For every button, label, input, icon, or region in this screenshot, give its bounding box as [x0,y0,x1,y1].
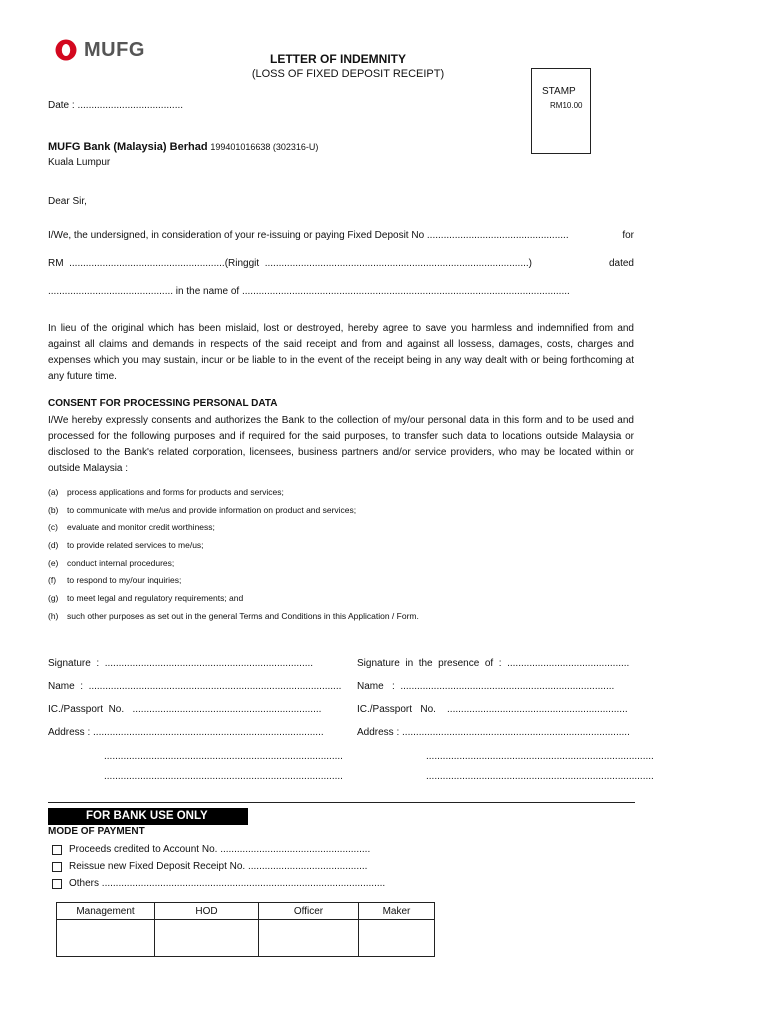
date-name-line[interactable] [48,286,634,297]
greeting: Dear Sir, [48,196,87,207]
fill-line-text: ............................................. in the name of ...................................................................................................................... [48,286,570,297]
consent-heading: CONSENT FOR PROCESSING PERSONAL DATA [48,398,278,409]
payment-option-others[interactable] [52,878,385,889]
witness-address-line-3[interactable]: .................................................................................. [426,771,654,782]
stamp-label: STAMP [542,86,576,97]
list-item [48,519,419,537]
table-header-row [57,903,435,920]
bank-registration: 199401016638 (302316-U) [210,142,319,152]
witness-signature-field[interactable]: Signature in the presence of : ............................................ [357,658,630,669]
list-item-text: conduct internal procedures; [67,557,175,568]
section-divider [48,802,635,803]
list-item [48,555,419,573]
list-marker: (h) [48,610,59,621]
witness-ic-passport-field[interactable]: IC./Passport No. ................................................................. [357,704,628,715]
bank-use-banner: FOR BANK USE ONLY [48,808,248,825]
list-item [48,484,419,502]
addressee-city: Kuala Lumpur [48,157,111,168]
list-item [48,590,419,608]
option-label: Reissue new Fixed Deposit Receipt No. ........................................... [69,861,368,872]
ic-passport-field[interactable]: IC./Passport No. .................................................................... [48,704,322,715]
list-item-text: to meet legal and regulatory requirements; and [67,593,244,604]
signature-cell-officer[interactable] [259,920,359,957]
list-item-text: process applications and forms for products and services; [67,487,284,497]
checkbox[interactable] [52,879,62,889]
stamp-box [531,68,591,154]
option-label: Others ...................................................................................................... [69,878,386,889]
list-marker: (d) [48,540,59,551]
payment-option-reissue-receipt[interactable] [52,861,367,872]
fill-line-end: dated [608,258,634,269]
list-marker: (g) [48,593,59,604]
list-item-text: to respond to my/our inquiries; [67,575,182,586]
address-line-2[interactable]: ...................................................................................... [104,751,343,762]
list-item [48,537,419,555]
list-item-text: to communicate with me/us and provide information on product and services; [67,504,357,515]
fixed-deposit-number-line[interactable] [48,230,634,241]
header-cell-officer: Officer [259,903,359,920]
address-field[interactable]: Address : ................................................................................... [48,727,324,738]
signature-cell-hod[interactable] [155,920,259,957]
consent-paragraph: I/We hereby expressly consents and authorizes the Bank to the collection of my/our personal data in this form and to be used and processed for the following purposes and if required for the said purposes, to transfer such data to locations outside Malaysia or disclosed to the Bank's related corporation, licensees, business partners and/or service providers, who may be located within or outside Malaysia : [48,415,634,474]
document-subtitle: (LOSS OF FIXED DEPOSIT RECEIPT) [251,68,445,80]
purposes-list [48,484,419,626]
signature-cell-management[interactable] [57,920,155,957]
witness-address-field[interactable]: Address : .................................................................................. [357,727,630,738]
signature-field[interactable]: Signature : ........................................................................... [48,658,314,669]
header-cell-maker: Maker [359,903,435,920]
fill-line-end: for [622,230,634,241]
bank-name: MUFG Bank (Malaysia) Berhad [48,141,208,153]
addressee-line [48,141,318,153]
option-label: Proceeds credited to Account No. ...................................................... [69,844,371,855]
indemnity-paragraph: In lieu of the original which has been mislaid, lost or destroyed, hereby agree to save you harmless and indemnified from and against all claims and demands in respects of the said receipt and from and against all lossess, damages, costs, charges and expenses which you may sustain, incur or be liable to in the event of the receipt being in any way dealt with or being forthcoming at any future time. [48,323,634,382]
header-cell-hod: HOD [155,903,259,920]
list-item [48,572,419,590]
list-item [48,502,419,520]
name-field[interactable]: Name : ........................................................................................... [48,681,342,692]
address-line-3[interactable]: ...................................................................................... [104,771,343,782]
amount-line[interactable] [48,258,634,269]
list-marker: (c) [48,522,58,533]
checkbox[interactable] [52,862,62,872]
approval-table [56,902,435,957]
fill-line-text: RM ........................................................(Ringgit ...............................................................................................) [48,258,532,269]
logo-text: MUFG [84,38,145,61]
witness-address-line-2[interactable]: .................................................................................. [426,751,654,762]
header-cell-management: Management [57,903,155,920]
list-marker: (f) [48,575,57,586]
payment-option-credit-account[interactable] [52,844,370,855]
list-item-text: to provide related services to me/us; [67,540,204,551]
witness-name-field[interactable]: Name : ............................................................................. [357,681,615,692]
checkbox[interactable] [52,845,62,855]
list-marker: (a) [48,487,59,497]
list-marker: (e) [48,557,59,568]
list-item-text: such other purposes as set out in the general Terms and Conditions in this Application / Form. [67,610,419,621]
signature-cell-maker[interactable] [359,920,435,957]
date-field[interactable]: Date : ...................................... [48,100,184,111]
list-marker: (b) [48,504,59,515]
document-title: LETTER OF INDEMNITY [270,52,406,66]
list-item [48,608,419,626]
stamp-value: RM10.00 [550,101,583,110]
mode-of-payment-label: MODE OF PAYMENT [48,826,145,837]
table-row [57,920,435,957]
list-item-text: evaluate and monitor credit worthiness; [67,522,215,533]
fill-line-text: I/We, the undersigned, in consideration of your re-issuing or paying Fixed Deposit No ................................................... [48,230,569,241]
